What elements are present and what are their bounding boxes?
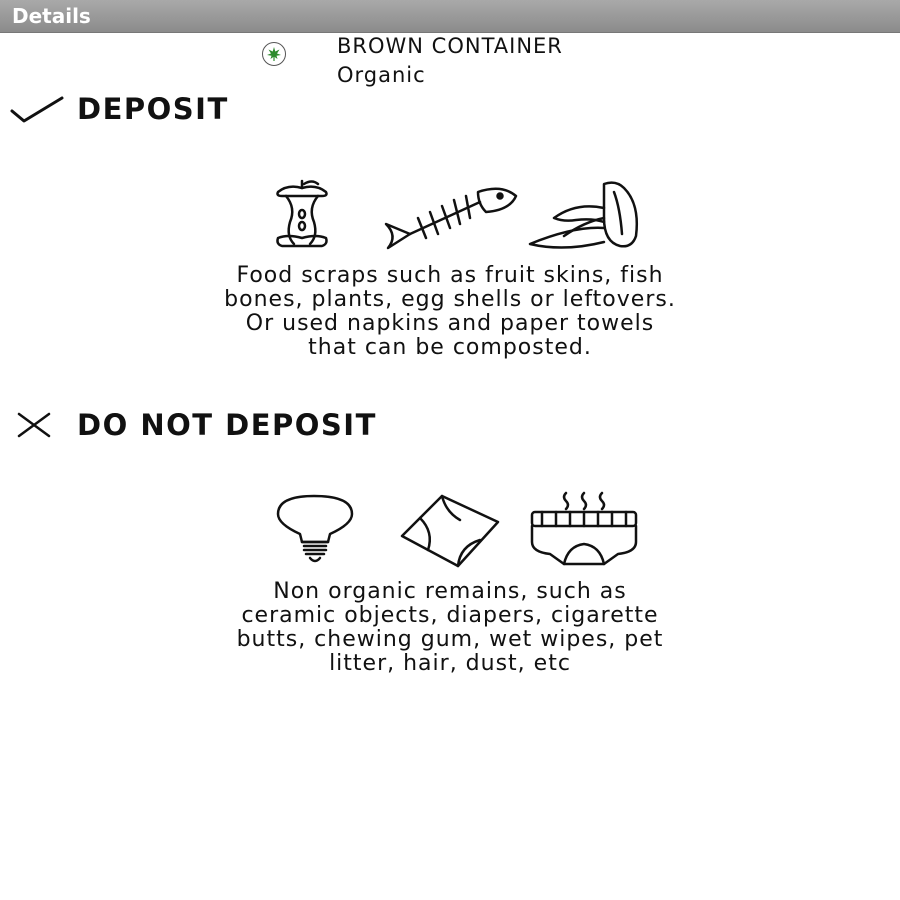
light-bulb-icon (272, 494, 358, 566)
wet-wipe-icon (398, 492, 502, 568)
fish-bone-icon (382, 178, 522, 250)
do-not-deposit-title: DO NOT DEPOSIT (77, 408, 377, 442)
checkmark-icon (10, 96, 64, 124)
recycle-leaf-icon (262, 42, 286, 66)
cross-icon (16, 412, 52, 438)
title-bar (0, 0, 900, 33)
window-title: Details (12, 4, 91, 28)
deposit-title: DEPOSIT (77, 92, 229, 126)
container-name: BROWN CONTAINER (337, 34, 563, 58)
container-type: Organic (337, 63, 426, 87)
deposit-description: Food scraps such as fruit skins, fish bones, plants, egg shells or leftovers. Or used napkins and paper towels that can be composted. (224, 263, 676, 360)
apple-core-icon (268, 178, 336, 250)
diaper-icon (528, 490, 640, 568)
banana-peel-icon (524, 178, 648, 252)
do-not-deposit-description: Non organic remains, such as ceramic objects, diapers, cigarette butts, chewing gum, wet wipes, pet litter, hair, dust, etc (236, 579, 664, 676)
